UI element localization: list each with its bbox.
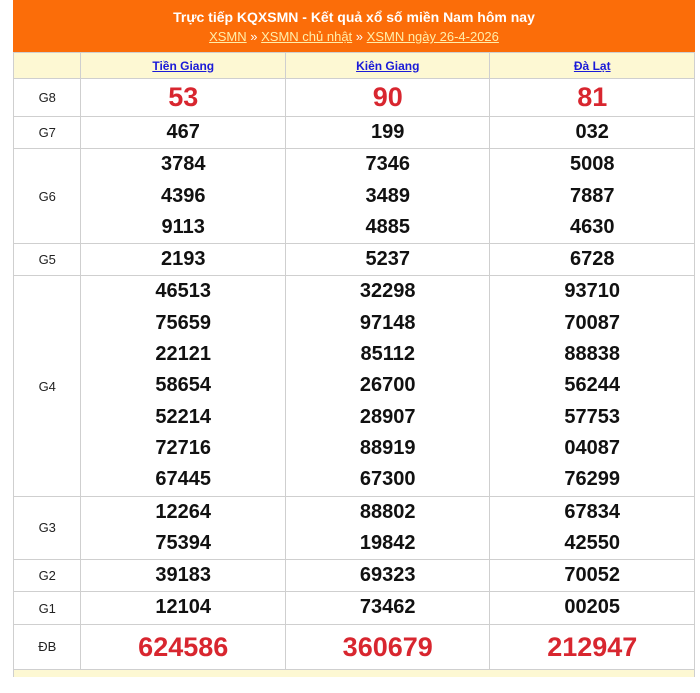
prize-number: 3784	[160, 153, 206, 176]
breadcrumb	[13, 28, 695, 45]
prize-column-header	[14, 53, 81, 79]
prize-row	[14, 149, 695, 244]
prize-cell	[490, 624, 695, 669]
prize-number: 624586	[138, 631, 229, 662]
prize-number: 7346	[365, 153, 410, 176]
prize-number: 57753	[564, 405, 621, 428]
prize-number: 69323	[359, 564, 416, 587]
prize-number: 4885	[365, 215, 410, 238]
prize-number: 00205	[564, 596, 621, 619]
prize-cell	[490, 560, 695, 592]
province-header-row	[14, 53, 695, 79]
results-table	[13, 52, 695, 670]
prize-cell	[490, 276, 695, 496]
prize-row	[14, 624, 695, 669]
province-link-da-lat[interactable]: Đà Lạt	[573, 58, 611, 73]
prize-cell	[285, 624, 490, 669]
province-link-kien-giang[interactable]: Kiên Giang	[356, 58, 420, 73]
prize-cell	[285, 79, 490, 117]
prize-number: 2193	[160, 248, 206, 271]
prize-number: 56244	[564, 374, 621, 397]
province-header	[81, 53, 286, 79]
prize-cell	[81, 560, 286, 592]
prize-row	[14, 79, 695, 117]
prize-number: 32298	[359, 280, 416, 303]
prize-cell	[285, 244, 490, 276]
prize-number: 70052	[564, 564, 621, 587]
prize-cell	[285, 117, 490, 149]
prize-cell	[285, 496, 490, 560]
prize-number: 212947	[547, 631, 638, 662]
prize-cell	[285, 560, 490, 592]
prize-label: G5	[14, 244, 81, 276]
prize-cell	[81, 496, 286, 560]
breadcrumb-separator: »	[355, 29, 364, 44]
prize-cell	[81, 79, 286, 117]
prize-cell	[490, 149, 695, 244]
prize-number: 032	[575, 121, 609, 143]
prize-cell	[490, 79, 695, 117]
prize-number: 5008	[569, 153, 615, 176]
breadcrumb-xsmn-link[interactable]: XSMN	[209, 29, 247, 44]
prize-number: 9113	[161, 215, 205, 238]
prize-number: 73462	[359, 596, 416, 619]
prize-label: G6	[14, 149, 81, 244]
prize-number: 81	[577, 82, 608, 112]
prize-cell	[81, 592, 286, 624]
prize-number: 58654	[155, 374, 212, 397]
prize-cell	[285, 592, 490, 624]
prize-cell	[490, 592, 695, 624]
prize-number: 28907	[359, 405, 416, 428]
prize-row	[14, 117, 695, 149]
prize-cell	[81, 244, 286, 276]
prize-number: 4630	[569, 215, 615, 238]
prize-row	[14, 496, 695, 560]
prize-label: G7	[14, 117, 81, 149]
prize-number: 04087	[564, 436, 621, 459]
prize-number: 4396	[160, 184, 206, 207]
prize-number: 70087	[564, 311, 621, 334]
province-header	[285, 53, 490, 79]
prize-number: 42550	[564, 531, 621, 554]
prize-number: 90	[372, 82, 403, 112]
table-footer-strip	[13, 670, 695, 677]
prize-number: 75659	[155, 311, 212, 334]
prize-label: G3	[14, 496, 81, 560]
prize-row	[14, 276, 695, 496]
prize-number: 75394	[155, 531, 212, 554]
prize-number: 6728	[569, 248, 615, 271]
prize-cell	[81, 149, 286, 244]
prize-number: 46513	[155, 280, 212, 303]
prize-number: 199	[371, 121, 405, 143]
prize-label: G2	[14, 560, 81, 592]
prize-number: 97148	[359, 311, 416, 334]
results-panel	[13, 0, 695, 677]
prize-cell	[490, 117, 695, 149]
prize-number: 67300	[359, 468, 416, 491]
prize-row	[14, 560, 695, 592]
prize-cell	[490, 496, 695, 560]
prize-number: 88919	[359, 436, 416, 459]
prize-cell	[285, 276, 490, 496]
prize-number: 67834	[564, 500, 621, 523]
breadcrumb-date-link[interactable]: XSMN ngày 26-4-2026	[366, 29, 499, 44]
prize-number: 88802	[359, 500, 416, 523]
prize-number: 72716	[155, 436, 212, 459]
prize-label: ĐB	[14, 624, 81, 669]
prize-row	[14, 244, 695, 276]
prize-number: 5237	[365, 248, 410, 271]
prize-label: G8	[14, 79, 81, 117]
prize-number: 76299	[564, 468, 621, 491]
province-header	[490, 53, 695, 79]
prize-cell	[490, 244, 695, 276]
prize-cell	[81, 276, 286, 496]
prize-label: G4	[14, 276, 81, 496]
prize-number: 467	[166, 121, 200, 143]
prize-number: 19842	[359, 531, 416, 554]
prize-number: 88838	[564, 343, 621, 366]
prize-row	[14, 592, 695, 624]
prize-number: 85112	[360, 343, 415, 366]
prize-number: 67445	[155, 468, 212, 491]
prize-cell	[81, 117, 286, 149]
prize-number: 53	[168, 82, 199, 112]
prize-number: 360679	[342, 631, 433, 662]
prize-number: 26700	[359, 374, 416, 397]
prize-number: 39183	[155, 564, 212, 587]
breadcrumb-separator: »	[250, 29, 258, 44]
prize-cell	[285, 149, 490, 244]
results-header	[13, 0, 695, 52]
prize-number: 22121	[155, 343, 212, 366]
breadcrumb-sunday-link[interactable]: XSMN chủ nhật	[261, 29, 353, 44]
page-title: Trực tiếp KQXSMN - Kết quả xổ số miền Nam hôm nay	[173, 9, 535, 25]
prize-label: G1	[14, 592, 81, 624]
province-link-tien-giang[interactable]: Tiền Giang	[152, 58, 215, 73]
prize-number: 93710	[564, 280, 621, 303]
prize-cell	[81, 624, 286, 669]
prize-number: 52214	[155, 405, 212, 428]
prize-number: 12104	[155, 596, 212, 619]
prize-number: 7887	[569, 184, 615, 207]
prize-number: 12264	[155, 500, 212, 523]
prize-number: 3489	[365, 184, 410, 207]
